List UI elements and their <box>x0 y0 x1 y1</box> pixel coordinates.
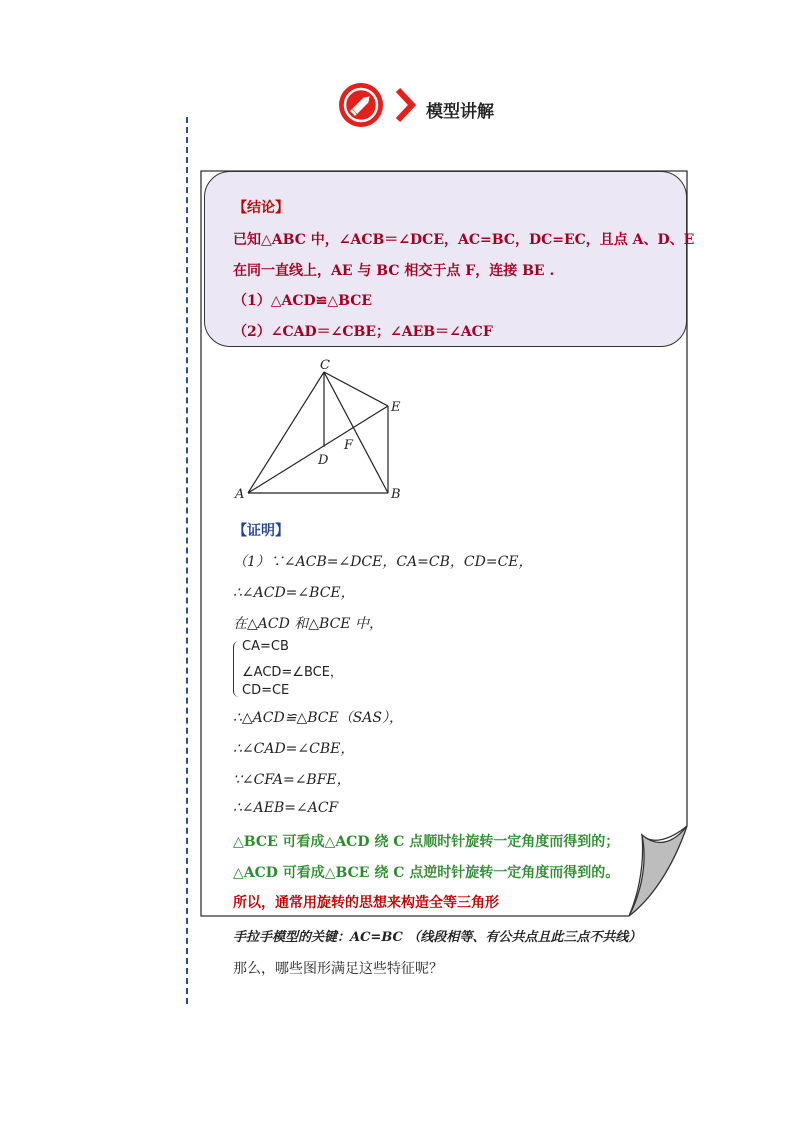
label-f: F <box>344 438 354 453</box>
label-b: B <box>391 487 401 502</box>
label-d: D <box>318 453 329 468</box>
label-a: A <box>235 487 245 502</box>
segment-ac <box>248 372 324 493</box>
pencil-icon <box>339 83 383 127</box>
proof-label: 【证明】 <box>233 523 289 539</box>
conclusion-line-1: 已知△ABC 中，∠ACB＝∠DCE，AC=BC，DC=EC，且点 A、D、E <box>233 232 695 248</box>
proof-line: 在△ACD 和△BCE 中， <box>233 616 383 632</box>
system-brace <box>233 641 240 697</box>
conclusion-item-1: （1）△ACD≌△BCE <box>233 293 373 309</box>
proof-line: ∵∠CFA=∠BFE， <box>233 772 351 788</box>
section-title: 模型讲解 <box>426 102 494 122</box>
proof-line: ∴∠ACD=∠BCE， <box>233 585 355 601</box>
conclusion-item-2: （2）∠CAD＝∠CBE；∠AEB＝∠ACF <box>233 324 493 340</box>
proof-line: （1）∵∠ACB=∠DCE，CA=CB，CD=CE， <box>233 554 533 570</box>
question-text: 那么，哪些图形满足这些特征呢？ <box>233 961 443 977</box>
segment-ae <box>248 406 388 493</box>
geometry-figure <box>228 352 418 507</box>
chevron-right-icon <box>393 87 417 123</box>
system-line: ∠ACD=∠BCE， <box>242 665 343 680</box>
system-line: CD=CE <box>242 683 290 698</box>
summary-note: 所以，通常用旋转的思想来构造全等三角形 <box>233 895 499 911</box>
segment-cb <box>324 372 388 493</box>
label-e: E <box>391 400 401 415</box>
system-line: CA=CB <box>242 639 289 654</box>
label-c: C <box>320 358 330 373</box>
margin-dashed-line <box>186 117 188 1004</box>
conclusion-label: 【结论】 <box>233 200 289 216</box>
key-note: 手拉手模型的关键：AC=BC （线段相等、有公共点且此三点不共线） <box>233 930 642 945</box>
proof-line: ∴∠AEB=∠ACF <box>233 800 339 816</box>
proof-line: ∴∠CAD=∠CBE， <box>233 741 355 757</box>
proof-line: ∴△ACD≌△BCE（SAS）， <box>233 710 403 726</box>
rotation-note-2: △ACD 可看成△BCE 绕 C 点逆时针旋转一定角度而得到的。 <box>233 865 620 881</box>
rotation-note-1: △BCE 可看成△ACD 绕 C 点顺时针旋转一定角度而得到的； <box>233 834 620 850</box>
header-badge <box>339 83 383 127</box>
conclusion-line-2: 在同一直线上，AE 与 BC 相交于点 F，连接 BE . <box>233 263 555 279</box>
